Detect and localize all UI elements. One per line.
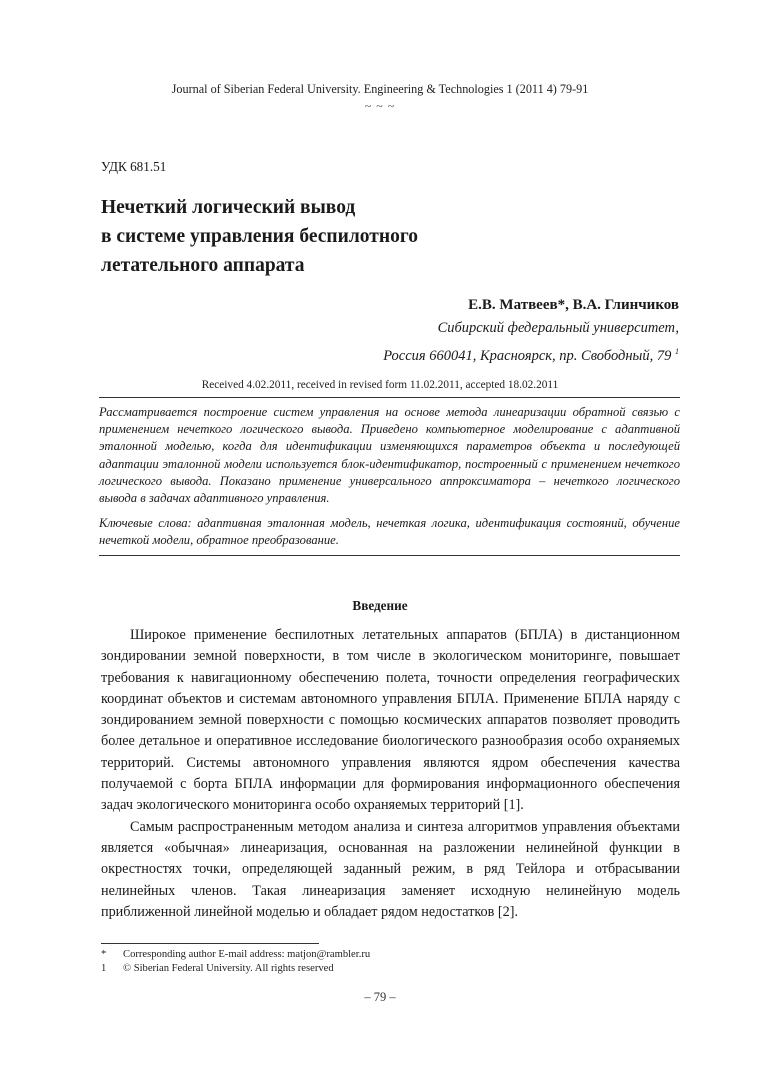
- footnote-2: [101, 963, 334, 974]
- title-line-3: летательного аппарата: [101, 255, 305, 276]
- article-title: [101, 193, 418, 280]
- abstract-box: [99, 397, 680, 556]
- footnote-1-text: Corresponding author E-mail address: matjon@rambler.ru: [123, 949, 371, 960]
- affiliation-line-1: Сибирский федеральный университет,: [437, 320, 679, 336]
- received-dates: Received 4.02.2011, received in revised form 11.02.2011, accepted 18.02.2011: [201, 379, 559, 391]
- abstract-text: Рассматривается построение систем управления на основе метода линеаризации обратной связью с применением нечеткого логического вывода. Приведено компьютерное моделирование с адаптивной эталонной моделью, когда для идентификации изменяющихся параметров объекта и последующей адаптации эталонной модели используется блок-идентификатор, построенный с применением нечеткого логического вывода. Показано применение универсального аппроксиматора – нечеткого логического вывода в задачах адаптивного управления.: [99, 405, 680, 506]
- udk-code: УДК 681.51: [101, 159, 167, 174]
- footnote-1-mark: *: [101, 949, 107, 960]
- body-text: [101, 625, 680, 923]
- authors-block: [383, 294, 679, 368]
- keywords-text: Ключевые слова: адаптивная эталонная модель, нечеткая логика, идентификация состояний, обучение нечеткой модели, обратное преобразование.: [99, 516, 680, 548]
- page-number: – 79 –: [364, 990, 396, 1004]
- header-ornament: ~ ~ ~: [364, 99, 396, 113]
- affiliation-footnote-mark: 1: [675, 347, 679, 356]
- footnote-2-text: © Siberian Federal University. All rights reserved: [123, 963, 334, 974]
- affiliation-address: Россия 660041, Красноярск, пр. Свободный, 79: [383, 348, 672, 364]
- body-paragraph-1: Широкое применение беспилотных летательных аппаратов (БПЛА) в дистанционном зондировании земной поверхности, в том числе в экологическом мониторинге, повышает требования к навигационному обеспечению полета, точности определения географических координат объектов и системам автономного управления БПЛА. Применение БПЛА наряду с зондированием земной поверхности с помощью космических аппаратов позволяет проводить более детальное и оперативное исследование биологического разнообразия особо охраняемых территорий. Системы автономного управления являются ядром обеспечения качества получаемой с борта БПЛА информации для формирования информационного обеспечения задач экологического мониторинга особо охраняемых территорий [1].: [101, 627, 680, 814]
- title-line-2: в системе управления беспилотного: [101, 226, 418, 247]
- footnote-2-mark: 1: [101, 963, 107, 974]
- title-line-1: Нечеткий логический вывод: [101, 197, 356, 218]
- journal-header: Journal of Siberian Federal University. Engineering & Technologies 1 (2011 4) 79-91: [171, 82, 589, 96]
- footnote-1: [101, 949, 370, 960]
- affiliation-line-2: [383, 340, 679, 368]
- section-heading: Введение: [352, 598, 408, 613]
- footnote-rule: [101, 943, 319, 944]
- author-names: Е.В. Матвеев*, В.А. Глинчиков: [468, 297, 679, 313]
- body-paragraph-2: Самым распространенным методом анализа и синтеза алгоритмов управления объектами является «обычная» линеаризация, основанная на разложении нелинейной функции в окрестностях точки, определяющей заданный режим, в ряд Тейлора и отбрасывании нелинейных членов. Такая линеаризация заменяет исходную нелинейную модель приближенной линейной моделью и обладает рядом недостатков [2].: [101, 818, 680, 920]
